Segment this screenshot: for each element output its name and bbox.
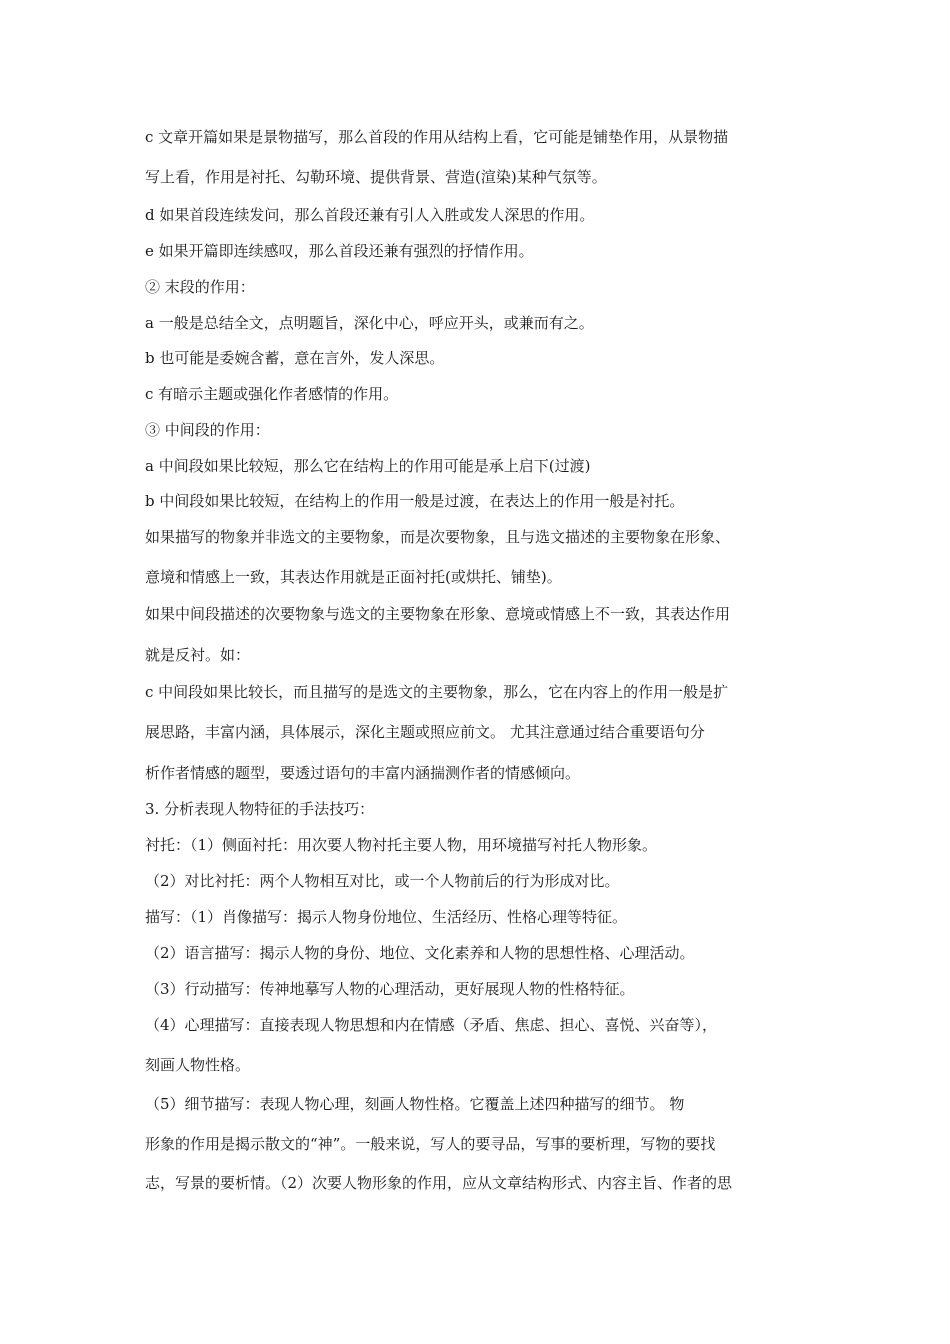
text-line: 展思路，丰富内涵，具体展示，深化主题或照应前文。 尤其注意通过结合重要语句分 — [145, 723, 705, 741]
text-line: （4）心理描写：直接表现人物思想和内在情感（矛盾、焦虑、担心、喜悦、兴奋等）， — [145, 1016, 718, 1034]
text-line: 3. 分析表现人物特征的手法技巧： — [145, 800, 375, 818]
text-line: b 中间段如果比较短，在结构上的作用一般是过渡，在表达上的作用一般是衬托。 — [145, 492, 685, 510]
text-line: （2）语言描写：揭示人物的身份、地位、文化素养和人物的思想性格、心理活动。 — [145, 944, 695, 962]
text-line: 析作者情感的题型，要透过语句的丰富内涵揣测作者的情感倾向。 — [145, 764, 581, 782]
text-line: 刻画人物性格。 — [145, 1056, 251, 1074]
text-line: 描写：（1）肖像描写：揭示人物身份地位、生活经历、性格心理等特征。 — [145, 908, 628, 926]
text-line: a 中间段如果比较短，那么它在结构上的作用可能是承上启下(过渡) — [145, 457, 591, 475]
text-line: （3）行动描写：传神地摹写人物的心理活动，更好展现人物的性格特征。 — [145, 980, 635, 998]
text-line: c 有暗示主题或强化作者感情的作用。 — [145, 385, 399, 403]
text-line: c 中间段如果比较长，而且描写的是选文的主要物象，那么，它在内容上的作用一般是扩 — [145, 683, 729, 701]
text-line: e 如果开篇即连续感叹，那么首段还兼有强烈的抒情作用。 — [145, 242, 534, 260]
text-line: ② 末段的作用： — [145, 278, 255, 296]
text-line: 如果描写的物象并非选文的主要物象，而是次要物象，且与选文描述的主要物象在形象、 — [145, 528, 731, 546]
text-line: ③ 中间段的作用： — [145, 421, 270, 439]
text-line: 写上看，作用是衬托、勾勒环境、提供背景、营造(渲染)某种气氛等。 — [145, 168, 607, 186]
text-line: （5）细节描写：表现人物心理，刻画人物性格。它覆盖上述四种描写的细节。 物 — [145, 1095, 685, 1113]
text-line: 意境和情感上一致，其表达作用就是正面衬托(或烘托、铺垫)。 — [145, 568, 562, 586]
text-line: 就是反衬。如： — [145, 646, 251, 664]
text-line: d 如果首段连续发问，那么首段还兼有引人入胜或发人深思的作用。 — [145, 206, 595, 224]
text-line: 形象的作用是揭示散文的“神”。一般来说，写人的要寻品，写事的要析理，写物的要找 — [145, 1135, 716, 1153]
text-line: c 文章开篇如果是景物描写，那么首段的作用从结构上看，它可能是铺垫作用，从景物描 — [145, 128, 729, 146]
text-line: （2）对比衬托：两个人物相互对比，或一个人物前后的行为形成对比。 — [145, 872, 620, 890]
text-line: 志，写景的要析情。（2）次要人物形象的作用，应从文章结构形式、内容主旨、作者的思 — [145, 1174, 733, 1192]
text-line: a 一般是总结全文，点明题旨，深化中心，呼应开头，或兼而有之。 — [145, 314, 594, 332]
text-line: b 也可能是委婉含蓄，意在言外，发人深思。 — [145, 349, 445, 367]
text-line: 如果中间段描述的次要物象与选文的主要物象在形象、意境或情感上不一致，其表达作用 — [145, 605, 731, 623]
text-line: 衬托：（1）侧面衬托：用次要人物衬托主要人物，用环境描写衬托人物形象。 — [145, 836, 658, 854]
